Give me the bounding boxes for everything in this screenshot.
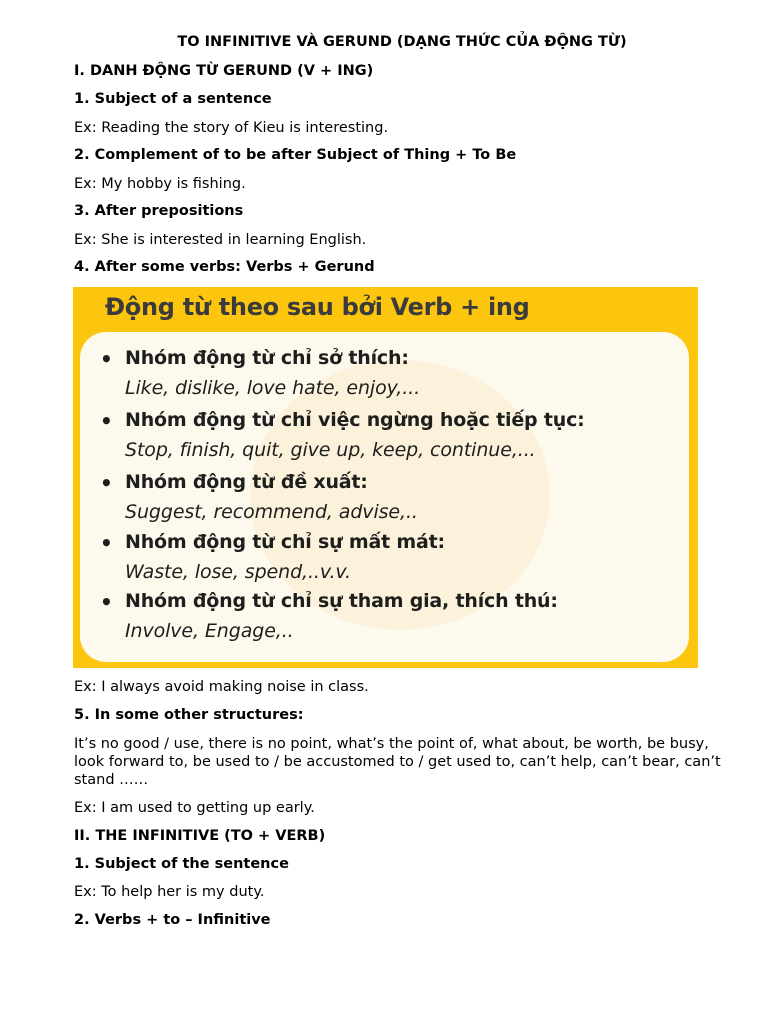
infographic-panel xyxy=(80,332,689,662)
infographic-title: Động từ theo sau bởi Verb + ing xyxy=(105,293,530,321)
bullet-icon: • xyxy=(100,471,113,495)
example-text: Ex: I always avoid making noise in class. xyxy=(74,679,369,695)
example-text: Ex: Reading the story of Kieu is interesting. xyxy=(74,120,389,136)
item-heading: 2. Verbs + to – Infinitive xyxy=(74,912,271,928)
verb-group-examples: Stop, finish, quit, give up, keep, continue,... xyxy=(125,439,536,461)
verb-group-heading: Nhóm động từ đề xuất: xyxy=(125,471,368,493)
bullet-icon: • xyxy=(100,531,113,555)
item-heading: 1. Subject of the sentence xyxy=(74,856,289,872)
verb-group-examples: Like, dislike, love hate, enjoy,... xyxy=(125,377,421,399)
bullet-icon: • xyxy=(100,590,113,614)
example-text: Ex: I am used to getting up early. xyxy=(74,800,315,816)
bullet-icon: • xyxy=(100,347,113,371)
item-heading: 1. Subject of a sentence xyxy=(74,91,272,107)
item-heading: 4. After some verbs: Verbs + Gerund xyxy=(74,259,375,275)
section-heading-gerund: I. DANH ĐỘNG TỪ GERUND (V + ING) xyxy=(74,63,374,79)
item-heading: 3. After prepositions xyxy=(74,203,244,219)
item-heading: 2. Complement of to be after Subject of Thing + To Be xyxy=(74,147,517,163)
verb-group-heading: Nhóm động từ chỉ việc ngừng hoặc tiếp tục: xyxy=(125,409,585,431)
section-heading-infinitive: II. THE INFINITIVE (TO + VERB) xyxy=(74,828,326,844)
verb-group-heading: Nhóm động từ chỉ sự mất mát: xyxy=(125,531,445,553)
verb-group-heading: Nhóm động từ chỉ sự tham gia, thích thú: xyxy=(125,590,558,612)
verb-group-examples: Involve, Engage,.. xyxy=(125,620,294,642)
document-title: TO INFINITIVE VÀ GERUND (DẠNG THỨC CỦA ĐỘNG TỪ) xyxy=(177,34,627,50)
example-text: Ex: My hobby is fishing. xyxy=(74,176,246,192)
example-text: Ex: To help her is my duty. xyxy=(74,884,265,900)
structures-paragraph: It’s no good / use, there is no point, what’s the point of, what about, be worth, be busy, look forward to, be used to / be accustomed to / get used to, can’t help, can’t bear, can’t stand …… xyxy=(74,736,721,788)
item-heading: 5. In some other structures: xyxy=(74,707,304,723)
verb-group-heading: Nhóm động từ chỉ sở thích: xyxy=(125,347,409,369)
verb-group-examples: Waste, lose, spend,..v.v. xyxy=(125,561,351,583)
verb-group-examples: Suggest, recommend, advise,.. xyxy=(125,501,418,523)
bullet-icon: • xyxy=(100,409,113,433)
example-text: Ex: She is interested in learning English. xyxy=(74,232,367,248)
verb-ing-infographic xyxy=(73,287,698,668)
